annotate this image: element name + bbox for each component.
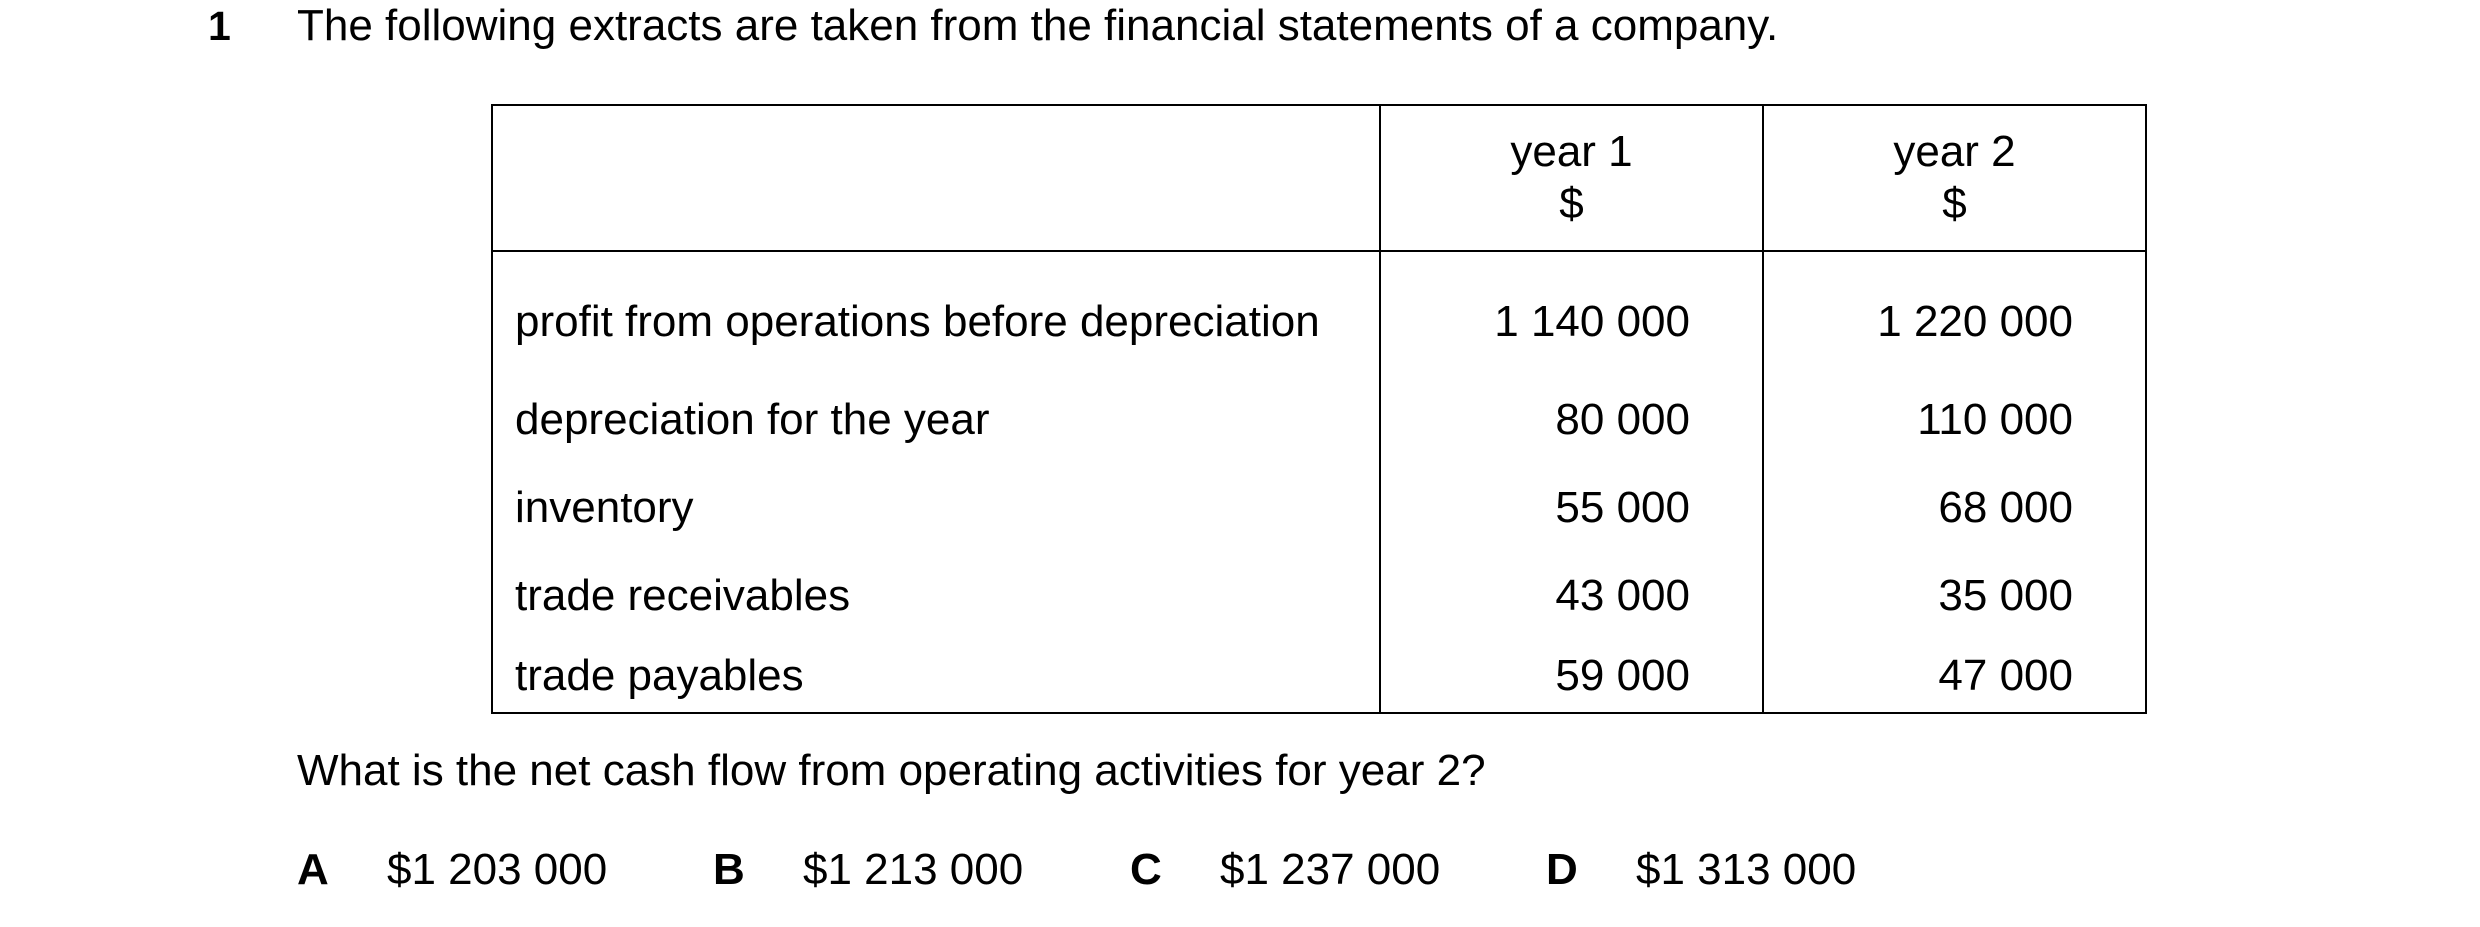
header-year2-label: year 2 <box>1893 127 2016 176</box>
header-empty-cell <box>492 105 1380 251</box>
table-row <box>492 251 2146 376</box>
table-row <box>492 464 2146 552</box>
option-b[interactable] <box>713 842 1024 898</box>
option-value: $1 313 000 <box>1636 845 1857 894</box>
question-stem: The following extracts are taken from the financial statements of a company. <box>297 1 1779 50</box>
row-year2-value: 47 000 <box>1763 640 2146 713</box>
option-letter: C <box>1130 845 1162 894</box>
option-letter: A <box>297 845 329 894</box>
question-prompt: What is the net cash flow from operating activities for year 2? <box>297 746 1486 795</box>
header-year2 <box>1763 105 2146 251</box>
header-year2-unit: $ <box>1942 179 1967 228</box>
row-year1-value: 55 000 <box>1380 464 1763 552</box>
row-year2-value: 1 220 000 <box>1763 251 2146 376</box>
option-a[interactable] <box>297 842 608 898</box>
question-number: 1 <box>208 3 231 49</box>
row-year2-value: 68 000 <box>1763 464 2146 552</box>
row-year2-value: 35 000 <box>1763 552 2146 640</box>
option-d[interactable] <box>1546 842 1857 898</box>
option-c[interactable] <box>1130 842 1441 898</box>
header-year1 <box>1380 105 1763 251</box>
header-year1-unit: $ <box>1559 179 1584 228</box>
header-year1-label: year 1 <box>1510 127 1633 176</box>
row-label: depreciation for the year <box>492 376 1380 464</box>
answer-options <box>297 842 1997 898</box>
option-letter: D <box>1546 845 1578 894</box>
option-letter: B <box>713 845 745 894</box>
row-label: trade receivables <box>492 552 1380 640</box>
option-value: $1 237 000 <box>1220 845 1441 894</box>
row-year2-value: 110 000 <box>1763 376 2146 464</box>
financial-extract-table <box>491 104 2147 714</box>
table-header-row <box>492 105 2146 251</box>
row-year1-value: 1 140 000 <box>1380 251 1763 376</box>
row-year1-value: 80 000 <box>1380 376 1763 464</box>
row-label: inventory <box>492 464 1380 552</box>
row-year1-value: 43 000 <box>1380 552 1763 640</box>
row-label: trade payables <box>492 640 1380 713</box>
row-label: profit from operations before depreciation <box>492 251 1380 376</box>
option-value: $1 213 000 <box>803 845 1024 894</box>
option-value: $1 203 000 <box>387 845 608 894</box>
table-row <box>492 552 2146 640</box>
table-row <box>492 376 2146 464</box>
table-row <box>492 640 2146 713</box>
row-year1-value: 59 000 <box>1380 640 1763 713</box>
